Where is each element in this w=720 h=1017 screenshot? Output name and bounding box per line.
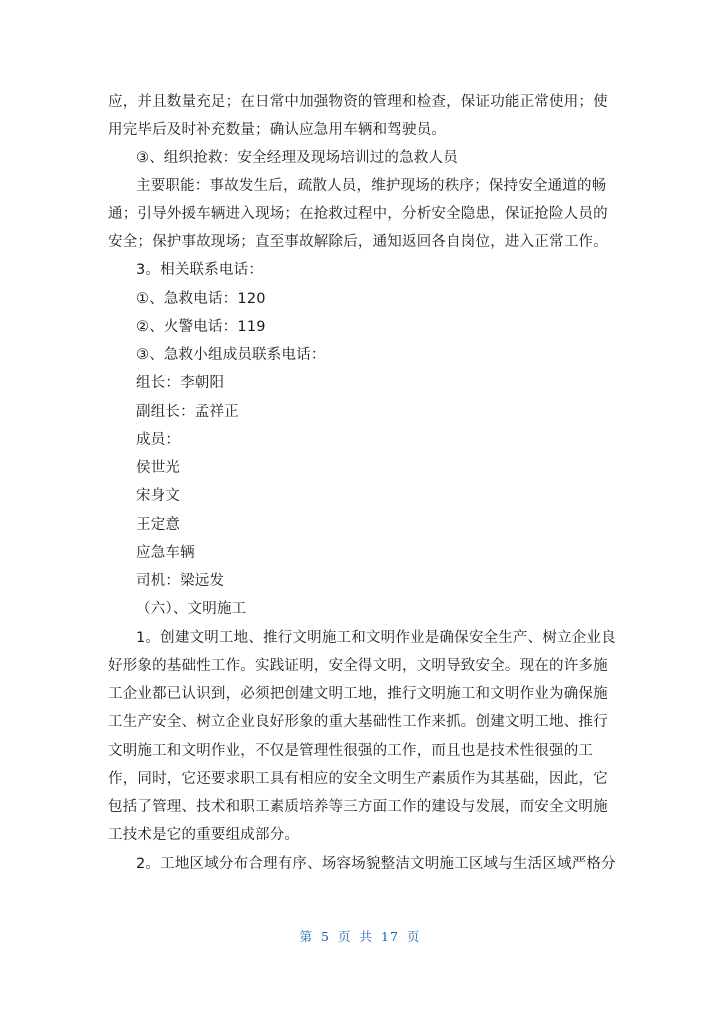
text-line: 工技术是它的重要组成部分。	[108, 827, 300, 843]
current-page-number: 5	[321, 929, 330, 944]
text-line: 王定意	[136, 517, 181, 533]
text-line: 通；引导外援车辆进入现场；在抢救过程中，分析安全隐患，保证抢险人员的	[108, 206, 608, 222]
text-line: 侯世光	[136, 460, 181, 476]
text-line: 工生产安全、树立企业良好形象的重大基础性工作来抓。创建文明工地、推行	[108, 714, 608, 730]
text-line: 应，并且数量充足；在日常中加强物资的管理和检查，保证功能正常使用；使	[108, 94, 608, 110]
text-line: 宋身文	[136, 488, 181, 504]
text-line: 成员：	[136, 432, 181, 448]
text-line: 用完毕后及时补充数量；确认应急用车辆和驾驶员。	[108, 122, 447, 138]
text-line: 文明施工和文明作业，不仅是管理性很强的工作，而且也是技术性很强的工	[108, 743, 594, 759]
text-line: ②、火警电话：119	[136, 319, 266, 335]
footer-label: 第	[299, 929, 314, 944]
text-line: ③、组织抢救：安全经理及现场培训过的急救人员	[136, 150, 458, 166]
footer-label: 页	[338, 929, 352, 944]
page-footer	[0, 927, 720, 945]
text-line: 工企业都已认识到，必须把创建文明工地，推行文明施工和文明作业为确保施	[108, 686, 608, 702]
text-line: 2。工地区域分布合理有序、场容场貌整洁文明施工区域与生活区域严格分	[136, 856, 616, 872]
text-line: 副组长：孟祥正	[136, 404, 239, 420]
text-line: 安全；保护事故现场；直至事故解除后，通知返回各自岗位，进入正常工作。	[108, 234, 608, 250]
footer-label: 页	[406, 929, 421, 944]
text-line: 1。创建文明工地、推行文明施工和文明作业是确保安全生产、树立企业良	[136, 630, 616, 646]
section-heading: 3。相关联系电话：	[136, 262, 264, 278]
text-line: 组长：李朝阳	[136, 375, 225, 391]
text-line: 好形象的基础性工作。实践证明，安全得文明，文明导致安全。现在的许多施	[108, 658, 608, 674]
text-line: ③、急救小组成员联系电话：	[136, 347, 326, 363]
text-line: 作，同时，它还要求职工具有相应的安全文明生产素质作为其基础，因此，它	[108, 771, 608, 787]
footer-label: 共	[359, 929, 374, 944]
total-page-count: 17	[381, 929, 399, 944]
text-line: 司机：梁远发	[136, 573, 225, 589]
text-line: ①、急救电话：120	[136, 291, 266, 307]
text-line: 包括了管理、技术和职工素质培养等三方面工作的建设与发展，而安全文明施	[108, 799, 608, 815]
text-line: 应急车辆	[136, 545, 195, 561]
text-line: 主要职能：事故发生后，疏散人员，维护现场的秩序；保持安全通道的畅	[136, 178, 607, 194]
section-heading: （六）、文明施工	[136, 601, 247, 617]
